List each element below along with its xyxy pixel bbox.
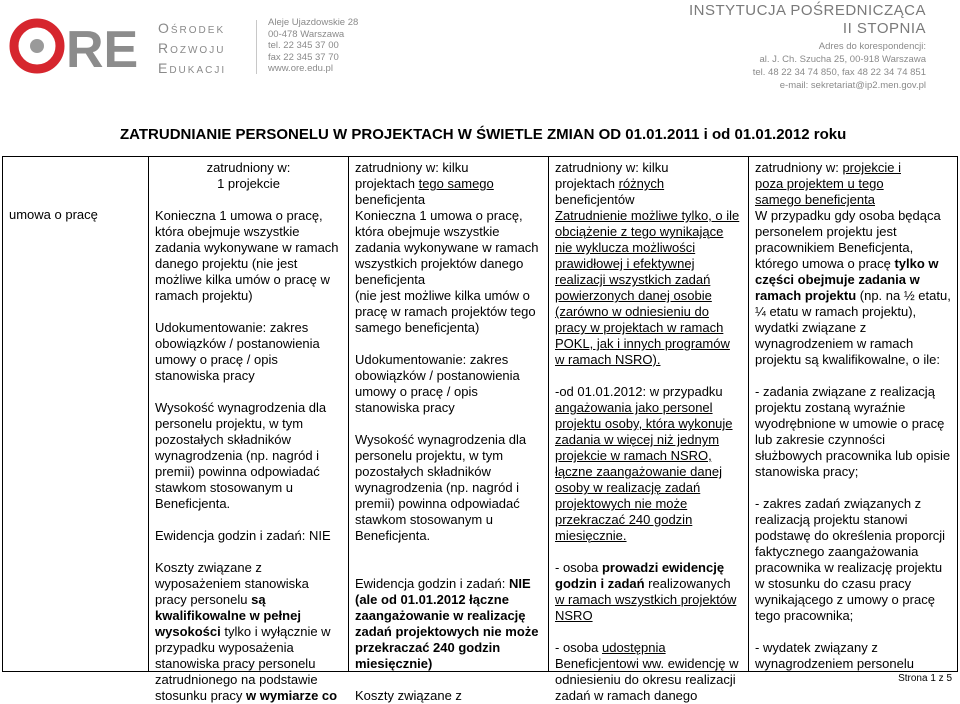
paragraph: Udokumentowanie: zakres obowiązków / postanowienia umowy o pracę / opis stanowiska pracy <box>155 320 320 383</box>
org-name: Ośrodek Rozwoju Edukacji <box>158 20 227 76</box>
column-header: zatrudniony w: kilku projektach tego samego beneficjenta <box>355 160 494 207</box>
column-header: zatrudniony w: kilku projektach różnych beneficjentów <box>555 160 669 207</box>
ore-logo <box>10 18 140 79</box>
column-project-and-outside <box>749 157 959 671</box>
paragraph: (nie jest możliwe kilka umów o pracę w ramach projektów tego samego beneficjenta) <box>355 288 536 335</box>
column-body <box>749 208 959 672</box>
column-header: zatrudniony w: projekcie i poza projektem u tego samego beneficjenta <box>755 160 901 207</box>
column-body <box>149 208 348 704</box>
paragraph: Wysokość wynagrodzenia dla personelu projektu, w tym pozostałych składników wynagrodzenia (np. nagród i premii) powinna odpowiadać stawkom stosowanym u Beneficjenta. <box>355 432 527 543</box>
paragraph: - zadania związane z realizacją projektu zostaną wyraźnie wyodrębnione w umowie o pracę lub zakresie czynności służbowych pracownika lub opisie stanowiska pracy; <box>755 384 951 479</box>
paragraph: Konieczna 1 umowa o pracę, która obejmuje wszystkie zadania wykonywane w ramach danego projektu (nie jest możliwe kilka umów o pracę w ramach projektu) <box>155 208 339 303</box>
column-different-beneficiaries <box>549 157 749 703</box>
ip-title: INSTYTUCJA POŚREDNICZĄCA II STOPNIA <box>688 2 926 37</box>
paragraph: Udokumentowanie: zakres obowiązków / postanowienia umowy o pracę / opis stanowiska pracy <box>355 352 520 415</box>
page-number: Strona 1 z 5 <box>898 673 952 684</box>
paragraph: Ewidencja godzin i zadań: NIE <box>155 528 331 543</box>
paragraph: - osoba prowadzi ewidencję godzin i zadań realizowanych w ramach wszystkich projektów NSRO <box>555 560 737 623</box>
ip-address: Adres do korespondencji: al. J. Ch. Szucha 25, 00-918 Warszawa tel. 48 22 34 74 850, fax 48 22 34 74 851 e-mail: sekretariat@ip2.men.gov.pl <box>752 41 926 91</box>
svg-text:RE: RE <box>66 21 139 79</box>
paragraph: - zakres zadań związanych z realizacją projektu stanowi podstawę do określenia proporcji faktycznego zaangażowania pracownika w realizację projektu w stosunku do czasu pracy wynikającego z umowy o pracę tego pracownika; <box>755 496 946 623</box>
paragraph: Ewidencja godzin i zadań: NIE (ale od 01.01.2012 łączne zaangażowanie w realizację zadań projektowych nie może przekraczać 240 godzin miesięcznie) <box>355 576 539 671</box>
column-body <box>549 208 748 704</box>
column-same-beneficiary <box>349 157 549 703</box>
column-one-project <box>149 157 349 703</box>
paragraph: - osoba udostępnia Beneficjentowi ww. ewidencję w odniesieniu do okresu realizacji zadań w ramach danego <box>555 640 739 703</box>
paragraph: -od 01.01.2012: w przypadku angażowania jako personel projektu osoby, która wykonuje zadania w więcej niż jednym projekcie w ramach NSRO, łączne zaangażowanie danej osoby w realizację zadań projektowych nie może przekraczać 240 godzin miesięcznie. <box>555 384 733 543</box>
paragraph: - wydatek związany z wynagrodzeniem personelu <box>755 640 914 671</box>
paragraph: Koszty związane z wyposażeniem stanowiska pracy personelu są kwalifikowalne w pełnej wysokości tylko i wyłącznie w przypadku wyposażenia stanowiska pracy personelu zatrudnionego na podstawie stosunku pracy w wymiarze co <box>155 560 338 703</box>
letterhead <box>0 0 960 110</box>
column-header: zatrudniony w: 1 projekcie <box>206 160 291 191</box>
paragraph: Zatrudnienie możliwe tylko, o ile obciążenie z tego wynikające nie wyklucza możliwości prawidłowej i efektywnej realizacji wszystkich zadań powierzonych danej osobie (zarówno w odniesieniu do pracy w projektach w ramach POKL, jak i innych programów w ramach NSRO). <box>555 208 740 367</box>
row-label-column <box>3 157 149 671</box>
column-body <box>349 208 548 704</box>
paragraph: Koszty związane z <box>355 688 462 703</box>
document-title: ZATRUDNIANIE PERSONELU W PROJEKTACH W ŚWIETLE ZMIAN OD 01.01.2011 i od 01.01.2012 roku <box>120 126 847 143</box>
row-label: umowa o pracę <box>9 207 98 222</box>
org-address: Aleje Ujazdowskie 28 00-478 Warszawa tel. 22 345 37 00 fax 22 345 37 70 www.ore.edu.pl <box>268 17 359 74</box>
header-divider <box>256 20 257 74</box>
paragraph: Wysokość wynagrodzenia dla personelu projektu, w tym pozostałych składników wynagrodzenia (np. nagród i premii) powinna odpowiadać stawkom stosowanym u Beneficjenta. <box>155 400 327 511</box>
paragraph: Konieczna 1 umowa o pracę, która obejmuje wszystkie zadania wykonywane w ramach wszystkich projektów danego beneficjenta <box>355 208 539 287</box>
paragraph: W przypadku gdy osoba będąca personelem projektu jest pracownikiem Beneficjenta, którego umowa o pracę tylko w części obejmuje zadania w ramach projektu (np. na ½ etatu, ¼ etatu w ramach projektu), wydatki związane z wynagrodzeniem w ramach projektu są kwalifikowalne, o ile: <box>755 208 951 367</box>
